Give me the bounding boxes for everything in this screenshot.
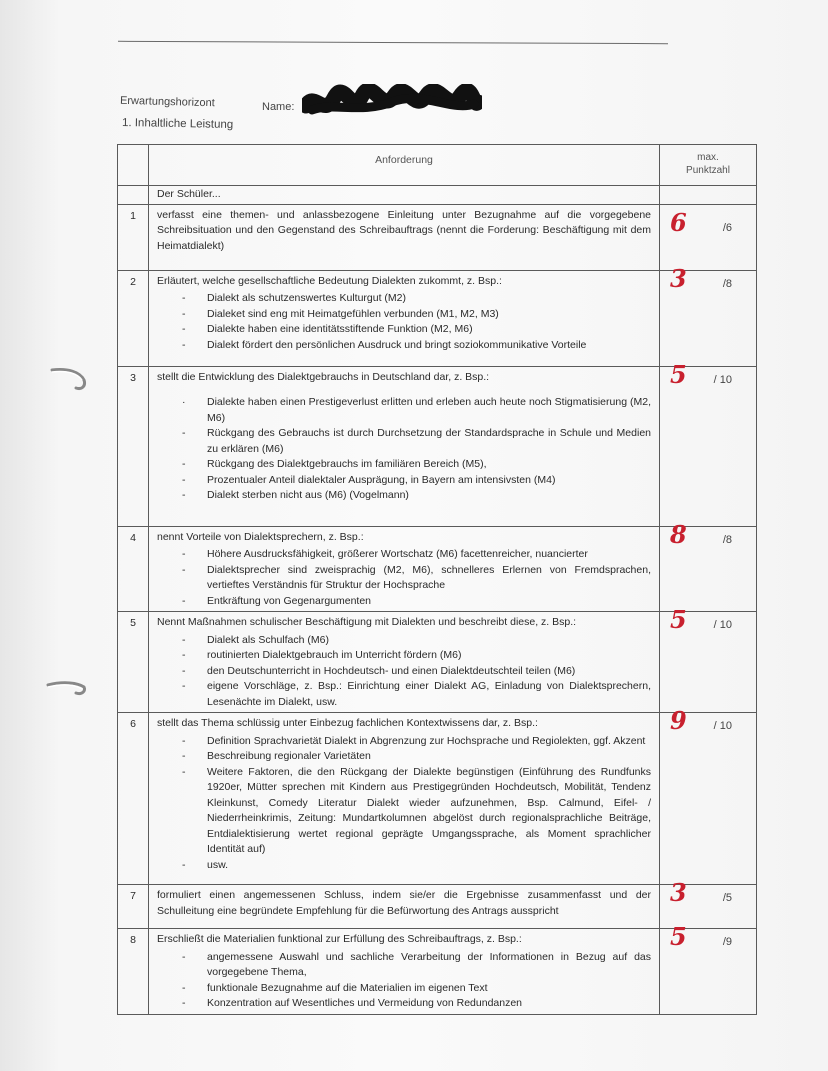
example-list-item: - Rückgang des Dialektgebrauchs im familiären Bereich (M5),: [182, 457, 651, 473]
max-points: /5: [722, 892, 732, 904]
handwritten-score: 5: [670, 605, 687, 634]
example-list-item: - funktionale Bezugnahme auf die Materialien im eigenen Text: [182, 981, 651, 997]
example-list-item: - Höhere Ausdrucksfähigkeit, größerer Wortschatz (M6) facettenreicher, nuancierter: [182, 547, 651, 563]
binder-clip-lower: [46, 675, 90, 705]
criterion-number: 1: [118, 204, 149, 270]
example-list-item: - Dialeket sind eng mit Heimatgefühlen verbunden (M1, M2, M3): [182, 307, 651, 323]
example-list-item: - Weitere Faktoren, die den Rückgang der Dialekte begünstigen (Einführung des Rundfunks 1920er, Mütter sprechen mit Kindern aus Prestigegründen Hochdeutsch, Mobilität, Tendenz Kleinkunst, Comedy Literatur Dialekt wieder aufzunehmen, Bsp. Calmund, Eifel- / Niederrheinkrimis, Zeitung: Mundartkolumnen abgelöst durch regionalsprachliche Beiträge, Entdialektisierung wertet regional geprägte Umgangssprache, als Moment sprachlicher Identität auf): [182, 765, 651, 858]
table-header-row: [118, 145, 757, 186]
example-list-item: - Dialekt als schutzenswertes Kulturgut (M2): [182, 291, 651, 307]
handwritten-score: 8: [670, 519, 687, 549]
criterion-row: [118, 885, 757, 929]
header-points-cell: [660, 145, 757, 186]
points-cell: [660, 519, 757, 612]
max-points: /9: [722, 936, 732, 948]
example-list-item: - Beschreibung regionaler Varietäten: [182, 749, 651, 765]
binder-clip-upper: [50, 362, 90, 396]
requirement-column-header: Anforderung: [375, 154, 433, 166]
handwritten-score: 6: [670, 207, 687, 237]
max-points: / 10: [713, 373, 732, 386]
criterion-text: stellt das Thema schlüssig unter Einbezug fachlichen Kontextwissens dar, z. Bsp.:: [157, 717, 538, 729]
intro-cell: [149, 186, 660, 205]
example-list: [157, 950, 651, 1012]
points-cell: [660, 605, 757, 713]
criterion-cell: [149, 526, 660, 612]
criterion-row: [118, 270, 757, 366]
example-list-item: - Prozentualer Anteil dialektaler Ausprägung, in Bayern am intensivsten (M4): [182, 473, 651, 489]
document-title: Erwartungshorizont: [119, 94, 215, 110]
criterion-number: 5: [118, 612, 149, 713]
criterion-cell: [149, 713, 660, 885]
example-list-item: - Dialekte haben eine identitätsstiftende Funktion (M2, M6): [182, 322, 651, 338]
criterion-text: Erläutert, welche gesellschaftliche Bedeutung Dialekten zukommt, z. Bsp.:: [157, 274, 502, 287]
criterion-number: 2: [118, 270, 149, 366]
criterion-number: 4: [118, 526, 149, 612]
criterion-text: stellt die Entwicklung des Dialektgebrauchs in Deutschland dar, z. Bsp.:: [157, 370, 490, 383]
max-points: /6: [722, 221, 732, 234]
example-list: [157, 734, 651, 874]
example-list-item: - Dialektsprecher sind zweisprachig (M2, M6), schnelleres Erlernen von Fremdsprachen, vertieftes Verständnis für Struktur der Hochsprache: [182, 563, 651, 594]
example-list-item: - Dialekt fördert den persönlichen Ausdruck und bringt soziokommunikative Vorteile: [182, 338, 651, 354]
criterion-text: formuliert einen angemessenen Schluss, indem sie/er die Ergebnisse zusammenfasst und der Schulleitung eine begründete Empfehlung für die Befürwortung des Antrags ausspricht: [157, 889, 651, 917]
criterion-row: [118, 612, 757, 713]
criterion-number: 3: [118, 366, 149, 526]
criterion-cell: [149, 204, 660, 270]
criterion-row: [118, 526, 757, 612]
example-list-item: - Dialekt sterben nicht aus (M6) (Vogelmann): [182, 488, 651, 504]
criterion-cell: [149, 885, 660, 929]
example-list: [157, 291, 651, 353]
example-list: [157, 395, 651, 504]
criterion-row: [118, 713, 757, 885]
example-list: [157, 633, 651, 711]
section-heading: 1. Inhaltliche Leistung: [121, 117, 234, 131]
intro-num-cell: [118, 186, 149, 205]
criterion-cell: [149, 929, 660, 1015]
criterion-number: 7: [118, 885, 149, 929]
criterion-row: [118, 366, 757, 526]
name-label: Name:: [262, 101, 295, 113]
handwritten-score: 3: [670, 878, 687, 907]
max-points: / 10: [713, 619, 732, 631]
criterion-cell: [149, 612, 660, 713]
handwritten-score: 9: [670, 706, 687, 735]
max-points: /8: [722, 277, 732, 290]
criterion-cell: [149, 366, 660, 526]
handwritten-score: 5: [670, 922, 687, 951]
criterion-number: 6: [118, 713, 149, 885]
criterion-text: nennt Vorteile von Dialektsprechern, z. Bsp.:: [157, 530, 364, 543]
points-cell: [660, 359, 757, 526]
points-header-line1: max.: [697, 152, 719, 163]
max-points: / 10: [713, 720, 732, 732]
intro-text: Der Schüler...: [157, 188, 221, 200]
criterion-row: [118, 204, 757, 270]
example-list-item: - usw.: [182, 858, 651, 874]
criterion-cell: [149, 270, 660, 366]
name-redaction-scribble: [302, 84, 482, 124]
handwritten-score: 5: [670, 359, 687, 389]
example-list-item: - Dialekt als Schulfach (M6): [182, 633, 651, 649]
points-header-line2: Punktzahl: [686, 165, 730, 176]
points-cell: [660, 263, 757, 366]
handwritten-score: 3: [670, 263, 687, 293]
max-points: /8: [722, 533, 732, 546]
example-list-item: - Definition Sprachvarietät Dialekt in Abgrenzung zur Hochsprache und Regiolekten, ggf. Akzent: [182, 734, 651, 750]
criterion-text: Erschließt die Materialien funktional zur Erfüllung des Schreibauftrags, z. Bsp.:: [157, 933, 522, 945]
header-requirement-cell: [149, 145, 660, 186]
example-list-item: - routinierten Dialektgebrauch im Unterricht fördern (M6): [182, 648, 651, 664]
grading-table: [117, 144, 757, 1015]
intro-row: [118, 186, 757, 205]
points-cell: [660, 706, 757, 885]
example-list-item: - angemessene Auswahl und sachliche Verarbeitung der Informationen in Bezug auf das vorgegebene Thema,: [182, 950, 651, 981]
header-num-cell: [118, 145, 149, 186]
points-cell: [660, 204, 757, 270]
example-list-item: - eigene Vorschläge, z. Bsp.: Einrichtung einer Dialekt AG, Einladung von Dialektsprechern, Lesenächte im Dialekt, usw.: [182, 679, 651, 710]
intro-points-cell: [660, 186, 757, 205]
example-list: [157, 547, 651, 609]
criterion-text: verfasst eine themen- und anlassbezogene Einleitung unter Bezugnahme auf die vorgegebene Schreibsituation und den Gegenstand des Schreibauftrags (nennt die Forderung: Beschäftigung mit dem Heimatdialekt): [157, 208, 651, 252]
example-list-item: - Rückgang des Gebrauchs ist durch Durchsetzung der Standardsprache in Schule und Medien zu erklären (M6): [182, 426, 651, 457]
criterion-row: [118, 929, 757, 1015]
points-cell: [660, 922, 757, 1015]
example-list-item: · Dialekte haben einen Prestigeverlust erlitten und erleben auch heute noch Stigmatisierung (M2, M6): [182, 395, 651, 426]
example-list-item: - den Deutschunterricht in Hochdeutsch- und einen Dialektdeutschteil teilen (M6): [182, 664, 651, 680]
criterion-text: Nennt Maßnahmen schulischer Beschäftigung mit Dialekten und beschreibt diese, z. Bsp.:: [157, 616, 577, 628]
points-column-header: [660, 145, 756, 177]
example-list-item: - Konzentration auf Wesentliches und Vermeidung von Redundanzen: [182, 996, 651, 1012]
example-list-item: - Entkräftung von Gegenargumenten: [182, 594, 651, 610]
criterion-number: 8: [118, 929, 149, 1015]
